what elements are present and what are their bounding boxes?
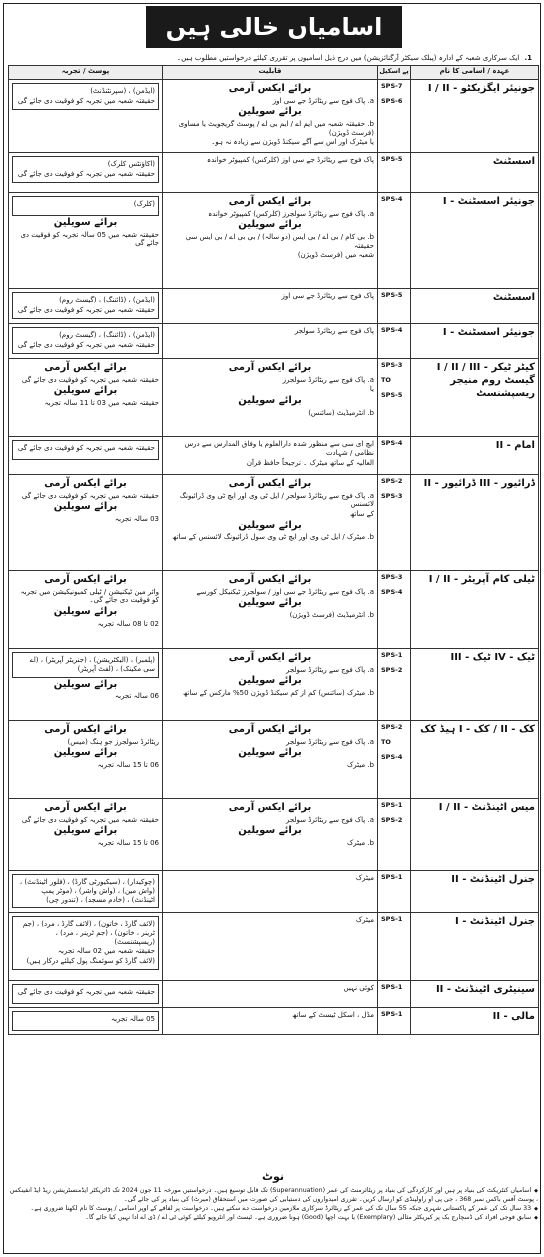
vacancies-body — [9, 80, 539, 1035]
experience-cell — [9, 649, 163, 721]
experience-text: 06 تا 15 سالہ تجربہ — [97, 838, 159, 847]
post-name: کیٹر ٹیکر - I / II / III گیسٹ روم منیجر ریسپشنسٹ — [411, 359, 539, 437]
qualification-cell — [163, 799, 378, 871]
pay-scale-cell — [378, 475, 411, 571]
pay-scale: SPS-6 — [381, 97, 403, 106]
pay-scale-cell — [378, 1008, 411, 1035]
experience-box — [12, 874, 159, 908]
pay-scale: SPS-4 — [381, 588, 403, 597]
ex-army-heading: برائے ایکس آرمی — [228, 574, 312, 585]
post-name: جنرل اٹینڈنٹ - I — [411, 913, 539, 981]
experience-text: حقیقتہ شعبہ میں تجربہ کو فوقیت دی جائے گی — [17, 305, 155, 314]
experience-text: حقیقتہ شعبہ میں 03 تا 11 سالہ تجربہ — [44, 398, 159, 407]
pay-scale: SPS-1 — [381, 873, 403, 881]
experience-box — [12, 1011, 159, 1031]
intro-text — [12, 54, 532, 63]
qualification-text: a. پاک فوج سے ریٹائرڈ سولجر — [286, 737, 374, 746]
experience-text: حقیقتہ شعبہ میں 05 سالہ تجربہ کو فوقیت دی جائے گی — [20, 230, 159, 248]
qualification-text: کوئی نہیں — [343, 984, 374, 992]
pay-scale-cell — [378, 649, 411, 721]
post-name: کک - II / کک - I ہیڈ کک — [411, 721, 539, 799]
post-name: جونیئر ایگزیکٹو - I / II — [411, 80, 539, 153]
experience-box — [12, 916, 159, 970]
experience-cell — [9, 80, 163, 153]
qualification-text: a. پاک فوج سے ریٹائرڈ سولجرز (کلرکس) کمپیوٹر خواندہ — [208, 209, 374, 218]
pay-scale: SPS-1 — [381, 801, 403, 809]
post-name: امام - II — [411, 437, 539, 475]
ex-army-heading: برائے ایکس آرمی — [44, 802, 127, 813]
ex-army-heading: برائے ایکس آرمی — [228, 362, 312, 373]
table-row — [9, 571, 539, 649]
pay-scale: SPS-4 — [381, 195, 403, 203]
experience-cell — [9, 324, 163, 359]
header-post: عہدہ / اسامی کا نام — [411, 66, 539, 80]
experience-cell — [9, 721, 163, 799]
post-name: جونیئر اسسٹنٹ - I — [411, 324, 539, 359]
qualification-cell — [163, 153, 378, 193]
experience-text: حقیقتہ شعبہ میں تجربہ کو فوقیت دی جائے گی — [17, 988, 155, 996]
post-name: اسسٹنٹ — [411, 153, 539, 193]
ex-army-heading: برائے ایکس آرمی — [44, 362, 127, 373]
qualification-cell — [163, 981, 378, 1008]
table-row — [9, 437, 539, 475]
experience-text: وائر مین ٹیکنیشن / ٹیلی کمیونیکیشن میں تجربہ کو فوقیت دی جائے گی۔ — [20, 587, 159, 605]
experience-text: 03 سالہ تجربہ — [115, 514, 159, 523]
ex-army-heading: برائے ایکس آرمی — [228, 196, 312, 207]
intro-number: 1. — [524, 54, 532, 62]
table-row — [9, 475, 539, 571]
note-item: ◆ 33 سال تک کی عمر کے پاکستانی شہری جبکہ 55 سال تک کی عمر کے ریٹائرڈ سرکاری ملازمین درخواست دے سکتے ہیں۔ درخواست پر لفافے کے اوپر اسامی / پوسٹ کا نام لکھنا ضروری ہے۔ — [8, 1204, 538, 1213]
qualification-cell — [163, 324, 378, 359]
table-row — [9, 289, 539, 324]
note-item: ◆ سابق فوجی افراد کی ڈسچارج بک پر کیریکٹر مثالی (Exemplary) یا بہت اچھا (Good) ہونا ضروری ہے۔ ٹیسٹ اور انٹرویو کیلئے کوئی ٹی اے / ڈی اے ادا نہیں کیا جائے گا۔ — [8, 1213, 538, 1222]
qualification-text: b. میٹرک — [346, 838, 374, 847]
header-experience: پوسٹ / تجربہ — [9, 66, 163, 80]
qualification-text: مڈل ، اسکل ٹیسٹ کے ساتھ — [292, 1011, 374, 1019]
experience-cell — [9, 1008, 163, 1035]
qualification-cell — [163, 80, 378, 153]
intro-body: ایک سرکاری شعبہ کے ادارہ (پبلک سیکٹر آرگنائزیشن) میں درج ذیل اسامیوں پر تقرری کیلئے درخواستیں مطلوب ہیں۔ — [177, 54, 520, 62]
pay-scale: TO — [381, 376, 391, 385]
post-name: جونیئر اسسٹنٹ - I — [411, 193, 539, 289]
table-row — [9, 80, 539, 153]
pay-scale-cell — [378, 799, 411, 871]
post-name: سینیٹری اٹینڈنٹ - II — [411, 981, 539, 1008]
table-row — [9, 649, 539, 721]
pay-scale: SPS-4 — [381, 753, 403, 762]
experience-text: ریٹائرڈ سولجرز جو ہنگ (میس) — [67, 737, 159, 746]
qualification-text: b. میٹرک (سائنس) کم از کم سیکنڈ ڈویژن 50% مارکس کے ساتھ — [183, 688, 374, 697]
qualification-text: یا — [369, 385, 374, 394]
pay-scale-cell — [378, 721, 411, 799]
ex-army-heading: برائے ایکس آرمی — [228, 83, 312, 94]
qualification-text: یا میٹرک اور اس سے آگے سیکنڈ ڈویژن سے زیادہ نہ ہو۔ — [211, 138, 374, 147]
pay-scale: SPS-2 — [381, 666, 403, 675]
pay-scale-cell — [378, 871, 411, 913]
qualification-cell — [163, 913, 378, 981]
civilian-heading: برائے سویلین — [53, 606, 118, 617]
civilian-heading: برائے سویلین — [238, 747, 302, 759]
qualification-text: a. پاک فوج سے ریٹائرڈ سولجرز — [282, 375, 374, 384]
experience-cell — [9, 871, 163, 913]
note-item: ◆ اسامیاں کنٹریکٹ کی بنیاد پر ہیں اور کارکردگی کی بنیاد پر ریٹائرمنٹ کی عمر (Superannuation) تک قابل توسیع ہیں۔ درخواستیں مورخہ 11 جون 2024 تک ڈائریکٹر ایڈمنسٹریشن ریڈ ایڈ انفینکس ، پوسٹ آفس باکس نمبر 368 ، جی پی او راولپنڈی کو ارسال کریں۔ تقرری امیدواروں کی دستیابی کی صورت میں استحقاق (میرٹ) کی بنیاد پر کی جائے گی۔ — [8, 1186, 538, 1204]
civilian-heading: برائے سویلین — [53, 747, 118, 759]
notes-section — [8, 1170, 538, 1223]
pay-scale: SPS-3 — [381, 573, 403, 581]
pay-scale-cell — [378, 913, 411, 981]
experience-box — [12, 196, 159, 216]
qualification-text: a. پاک فوج سے ریٹائرڈ جے سی اوز / سولجرز ٹیکنیکل کورسے — [196, 587, 374, 596]
pay-scale: TO — [381, 738, 391, 747]
table-row — [9, 359, 539, 437]
table-row — [9, 913, 539, 981]
pay-scale: SPS-3 — [381, 361, 403, 369]
civilian-heading: برائے سویلین — [238, 825, 302, 837]
civilian-heading: برائے سویلین — [53, 217, 118, 228]
advertisement-page — [3, 3, 541, 1254]
experience-cell — [9, 571, 163, 649]
pay-scale: SPS-5 — [381, 291, 403, 299]
pay-scale-cell — [378, 289, 411, 324]
civilian-heading: برائے سویلین — [53, 385, 118, 397]
table-row — [9, 799, 539, 871]
pay-scale: SPS-3 — [381, 492, 403, 501]
experience-box — [12, 156, 159, 183]
post-name: جنرل اٹینڈنٹ - II — [411, 871, 539, 913]
qualification-text: میٹرک — [355, 916, 374, 924]
civilian-heading: برائے سویلین — [238, 597, 302, 609]
ex-army-heading: برائے ایکس آرمی — [44, 478, 127, 489]
experience-text: (ایڈمن) ، (ڈائننگ) ، (گیسٹ روم) — [59, 331, 155, 339]
experience-box — [12, 440, 159, 460]
experience-text: 05 سالہ تجربہ — [111, 1015, 155, 1023]
pay-scale: SPS-5 — [381, 391, 403, 400]
civilian-heading: برائے سویلین — [53, 678, 118, 690]
post-name: ڈرائیور - III ڈرائیور - II — [411, 475, 539, 571]
experience-text: حقیقتہ شعبہ میں تجربہ کو فوقیت دی جائے گی — [17, 340, 155, 349]
pay-scale-cell — [378, 324, 411, 359]
qualification-text: میٹرک — [355, 874, 374, 882]
post-name: اسسٹنٹ — [411, 289, 539, 324]
ex-army-heading: برائے ایکس آرمی — [44, 574, 127, 585]
experience-text: (پلمبر) ، (الیکٹریشن) ، (جنریٹر آپریٹر) ، (اے سی مکینک) ، (لفٹ آپریٹر) — [29, 656, 155, 673]
pay-scale: SPS-1 — [381, 651, 403, 659]
pay-scale-cell — [378, 80, 411, 153]
qualification-text: a. پاک فوج سے ریٹائرڈ جے سی اوز — [272, 96, 374, 105]
qualification-text: کے ساتھ — [349, 510, 374, 518]
experience-box — [12, 984, 159, 1004]
experience-box — [12, 327, 159, 354]
pay-scale-cell — [378, 571, 411, 649]
notes-list — [8, 1186, 538, 1223]
qualification-cell — [163, 359, 378, 437]
experience-text: (لائف گارڈ ، خاتون) ، (لائف گارڈ ، مرد) ، (جم ٹرینر ، خاتون) ، (جم ٹرینر ، مرد) ، (ریسپشنسٹ) — [22, 920, 155, 946]
table-row — [9, 193, 539, 289]
pay-scale-cell — [378, 359, 411, 437]
vacancies-table — [8, 65, 539, 1035]
experience-cell — [9, 981, 163, 1008]
pay-scale: SPS-2 — [381, 723, 403, 731]
experience-text: حقیقتہ شعبہ میں تجربہ کو فوقیت دی جائے گی — [17, 444, 155, 452]
experience-cell — [9, 475, 163, 571]
post-name: ٹیک - IV ٹیک - III — [411, 649, 539, 721]
qualification-text: a. پاک فوج سے ریٹائرڈ سولجر — [286, 665, 374, 674]
table-row — [9, 871, 539, 913]
pay-scale: SPS-1 — [381, 1010, 403, 1018]
experience-cell — [9, 153, 163, 193]
qualification-cell — [163, 437, 378, 475]
ex-army-heading: برائے ایکس آرمی — [228, 652, 312, 663]
civilian-heading: برائے سویلین — [238, 675, 302, 687]
civilian-heading: برائے سویلین — [238, 219, 302, 231]
experience-text: حقیقتہ شعبہ میں تجربہ کو فوقیت دی جائے گی — [21, 815, 159, 824]
page-title: اسامیاں خالی ہیں — [146, 6, 402, 48]
qualification-text: پاک فوج سے ریٹائرڈ جے سی اوز (کلرکس) کمپیوٹر خواندہ — [206, 156, 374, 164]
table-row — [9, 1008, 539, 1035]
qualification-text: العالیہ کے ساتھ میٹرک ۔ ترجیحاً حافظ قرآن — [246, 458, 374, 467]
qualification-text: b. انٹرمیڈیٹ (فرسٹ ڈویژن) — [289, 610, 374, 619]
pay-scale: SPS-4 — [381, 439, 403, 447]
experience-text: حقیقتہ شعبہ میں تجربہ کو فوقیت دی جائے گی — [21, 375, 159, 384]
experience-text: (چوکیدار) ، (سیکیورٹی گارڈ) ، (فلور اٹینڈنٹ) ، (واش مین) ، (واش واشر) ، (موٹر پمپ اٹینڈنٹ) ، (خادم مسجد) ، (تندور چی) — [19, 878, 155, 904]
pay-scale: SPS-1 — [381, 983, 403, 991]
qualification-text: a. پاک فوج سے ریٹائرڈ سولجر — [286, 815, 374, 824]
header-scale: پے اسکیل — [378, 66, 411, 80]
pay-scale-cell — [378, 981, 411, 1008]
pay-scale: SPS-2 — [381, 477, 403, 485]
experience-box — [12, 652, 159, 678]
qualification-text: شعبہ میں (فرسٹ ڈویژن) — [297, 251, 374, 260]
experience-text: حقیقتہ شعبہ میں تجربہ کو فوقیت دی جائے گی — [17, 96, 155, 105]
qualification-text: پاک فوج سے ریٹائرڈ جے سی اوز — [281, 292, 374, 300]
pay-scale: SPS-5 — [381, 155, 403, 163]
experience-box — [12, 292, 159, 319]
qualification-text: b. حقیقتہ شعبہ میں ایم اے / ایم بی اے / پوسٹ گریجویٹ یا مساوی (فرسٹ ڈویژن) — [178, 119, 374, 137]
experience-cell — [9, 799, 163, 871]
qualification-cell — [163, 193, 378, 289]
pay-scale-cell — [378, 153, 411, 193]
qualification-cell — [163, 475, 378, 571]
civilian-heading: برائے سویلین — [238, 519, 302, 531]
post-name: ٹیلی کام آپریٹر - I / II — [411, 571, 539, 649]
experience-text: (ایڈمن) ، (سپرنٹنڈنٹ) — [90, 87, 155, 95]
ex-army-heading: برائے ایکس آرمی — [228, 802, 312, 813]
qualification-cell — [163, 721, 378, 799]
header-qualification: قابلیت — [163, 66, 378, 80]
civilian-heading: برائے سویلین — [238, 395, 302, 406]
qualification-text: b. انٹرمیڈیٹ (سائنس) — [308, 408, 374, 417]
experience-text: (لائف گارڈ کو سوئمنگ پول کیلئے درکار ہیں) — [26, 957, 155, 965]
experience-text: حقیقتہ شعبہ میں 02 سالہ تجربہ — [57, 947, 155, 956]
experience-cell — [9, 913, 163, 981]
pay-scale-cell — [378, 193, 411, 289]
experience-text: حقیقتہ شعبہ میں تجربہ کو فوقیت دی جائے گی — [17, 169, 155, 178]
experience-cell — [9, 289, 163, 324]
pay-scale: SPS-7 — [381, 82, 403, 90]
notes-title: نوٹ — [261, 1170, 285, 1183]
experience-text: (ایڈمن) ، (ڈائننگ) ، (گیسٹ روم) — [59, 296, 155, 304]
table-row — [9, 721, 539, 799]
experience-box — [12, 83, 159, 110]
qualification-cell — [163, 571, 378, 649]
table-row — [9, 324, 539, 359]
ex-army-heading: برائے ایکس آرمی — [228, 724, 312, 735]
experience-cell — [9, 437, 163, 475]
qualification-text: b. میٹرک — [346, 760, 374, 769]
pay-scale: SPS-1 — [381, 915, 403, 923]
table-row — [9, 153, 539, 193]
pay-scale: SPS-2 — [381, 816, 403, 825]
ex-army-heading: برائے ایکس آرمی — [44, 724, 127, 735]
qualification-cell — [163, 289, 378, 324]
civilian-heading: برائے سویلین — [53, 825, 118, 837]
qualification-cell — [163, 871, 378, 913]
qualification-text: پاک فوج سے ریٹائرڈ سولجر — [294, 327, 374, 335]
civilian-heading: برائے سویلین — [53, 501, 118, 513]
post-name: مالی - II — [411, 1008, 539, 1035]
post-name: میس اٹینڈنٹ - I / II — [411, 799, 539, 871]
experience-text: حقیقتہ شعبہ میں تجربہ کو فوقیت دی جائے گی — [21, 491, 159, 500]
experience-text: 06 تا 15 سالہ تجربہ — [97, 760, 159, 769]
ex-army-heading: برائے ایکس آرمی — [228, 478, 312, 489]
qualification-text: a. پاک فوج سے ریٹائرڈ سولجر / ایل ٹی وی اور ایچ ٹی وی ڈرائیونگ لائسنس — [179, 491, 374, 509]
qualification-cell — [163, 649, 378, 721]
qualification-text: b. میٹرک / ایل ٹی وی اور ایچ ٹی وی سول ڈرائیونگ لائسنس کے ساتھ — [172, 533, 374, 542]
civilian-heading: برائے سویلین — [238, 106, 302, 118]
qualification-text: b. بی کام / بی اے / بی ایس (دو سالہ) / بی بی اے / بی ایس سی حقیقتہ — [185, 232, 374, 250]
pay-scale: SPS-4 — [381, 326, 403, 334]
pay-scale-cell — [378, 437, 411, 475]
qualification-text: ایچ ای سی سے منظور شدہ دارالعلوم یا وفاق المدارس سے درس نظامی / شہادت — [184, 440, 374, 457]
qualification-cell — [163, 1008, 378, 1035]
experience-text: 02 تا 08 سالہ تجربہ — [97, 619, 159, 628]
experience-text: (کلرک) — [133, 200, 155, 208]
experience-text: (اکاؤنٹس کلرک) — [107, 160, 155, 168]
experience-cell — [9, 193, 163, 289]
experience-text: 06 سالہ تجربہ — [115, 692, 159, 700]
experience-cell — [9, 359, 163, 437]
table-row — [9, 981, 539, 1008]
